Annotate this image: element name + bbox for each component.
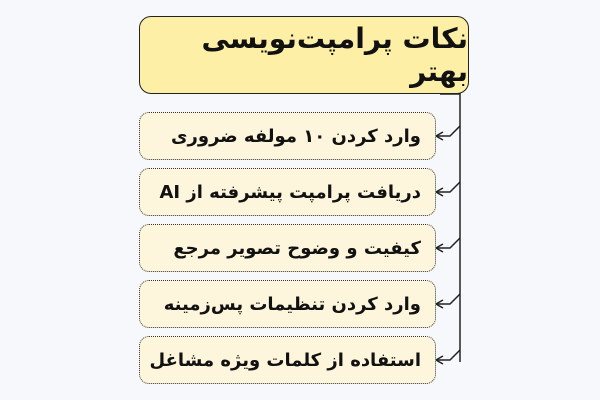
tip-item-label: وارد کردن تنظیمات پس‌زمینه	[163, 293, 421, 315]
tip-item-label: وارد کردن ۱۰ مولفه ضروری	[171, 125, 421, 147]
tip-item-1	[139, 112, 436, 160]
tip-item-label: دریافت پرامپت پیشرفته از AI	[159, 181, 421, 203]
tip-item-2	[139, 168, 436, 216]
tip-item-4	[139, 280, 436, 328]
title-box	[139, 16, 469, 94]
tip-item-3	[139, 224, 436, 272]
tip-item-label: استفاده از کلمات ویژه مشاغل	[149, 349, 421, 371]
tip-item-5	[139, 336, 436, 384]
diagram-title: نکات پرامپت‌نویسی بهتر	[201, 22, 468, 88]
tip-item-label: کیفیت و وضوح تصویر مرجع	[173, 237, 421, 259]
main-trunk-line	[440, 94, 460, 362]
